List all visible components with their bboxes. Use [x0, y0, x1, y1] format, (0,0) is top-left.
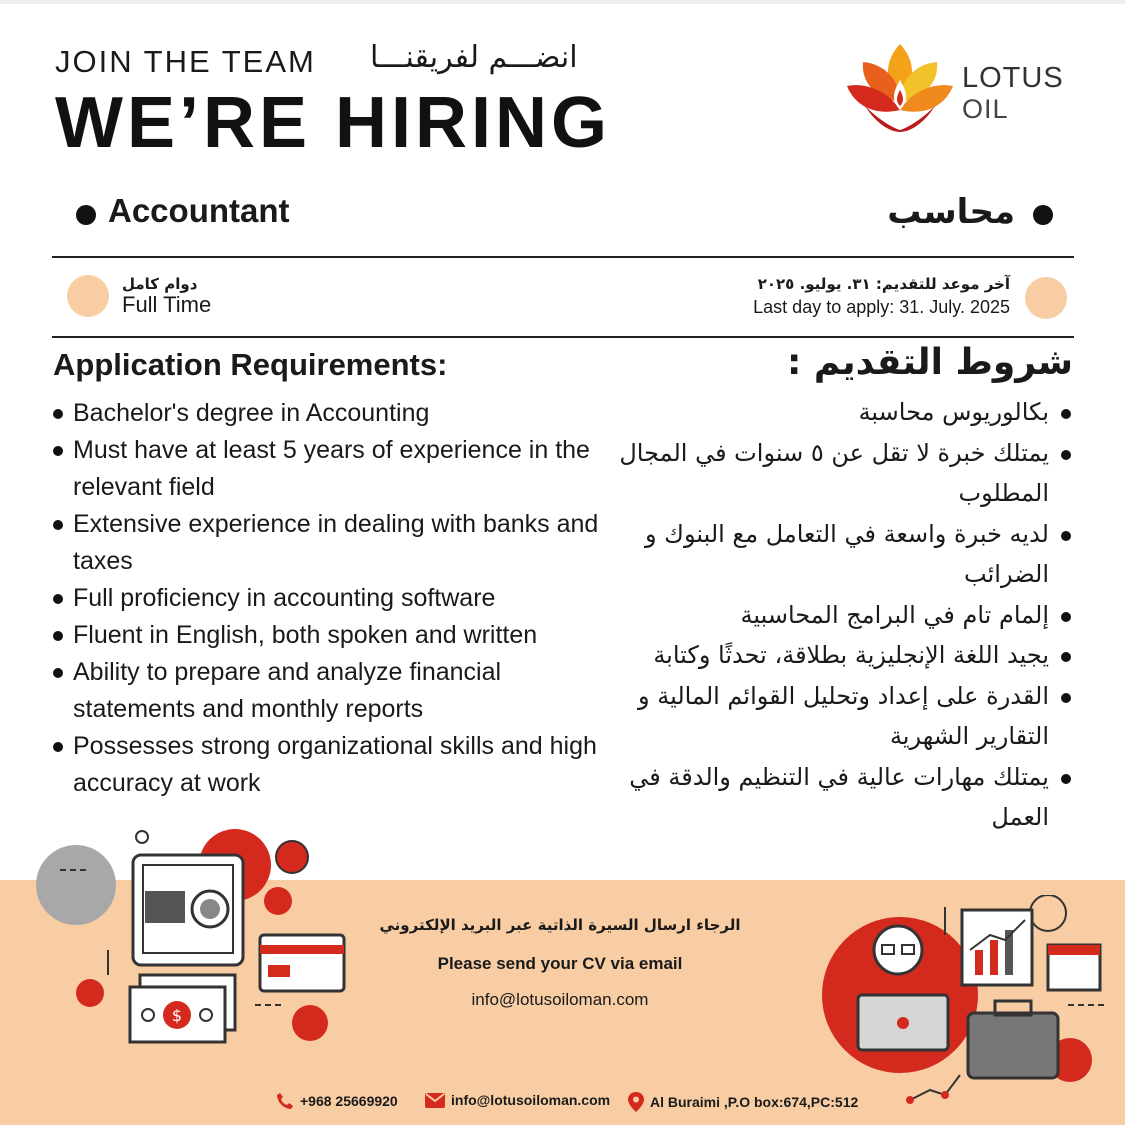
phone-number: +968 25669920	[300, 1093, 398, 1109]
hiring-heading: WE’RE HIRING	[55, 83, 612, 163]
list-item: إلمام تام في البرامج المحاسبية	[613, 595, 1073, 636]
bullet-dot-icon	[1033, 205, 1053, 225]
phone-icon	[276, 1092, 294, 1110]
join-team-heading-ar: انضـــم لفريقنـــا	[370, 40, 578, 75]
list-item: بكالوريوس محاسبة	[613, 392, 1073, 433]
list-item: Possesses strong organizational skills and high accuracy at work	[52, 728, 612, 802]
job-type-ar: دوام كامل	[122, 275, 198, 293]
send-cv: Please send your CV via email	[437, 954, 683, 973]
position-title-ar: محاسب	[887, 192, 1015, 232]
send-cv-ar: الرجاء ارسال السيرة الذاتية عبر البريد الإلكتروني	[379, 916, 741, 934]
mail-icon	[425, 1093, 445, 1108]
requirements-heading: Application Requirements:	[53, 347, 448, 382]
bullet-dot-icon	[76, 205, 96, 225]
contact-address	[628, 1092, 858, 1112]
lotus-logo-icon	[845, 40, 955, 135]
decor-circle	[67, 275, 109, 317]
svg-text:$: $	[171, 1006, 183, 1025]
requirements-heading-ar: شروط التقديم :	[786, 342, 1073, 383]
divider	[52, 256, 1074, 258]
position-title: Accountant	[108, 192, 290, 229]
join-team-heading: JOIN THE TEAM	[55, 44, 316, 79]
list-item: Extensive experience in dealing with banks and taxes	[52, 506, 612, 580]
contact-email-text: info@lotusoiloman.com	[451, 1092, 611, 1108]
divider	[52, 336, 1074, 338]
list-item: يمتلك مهارات عالية في التنظيم والدقة في العمل	[613, 757, 1073, 838]
requirements-list-ar	[613, 392, 1073, 838]
list-item: Ability to prepare and analyze financial statements and monthly reports	[52, 654, 612, 728]
email-link[interactable]: info@lotusoiloman.com	[471, 990, 649, 1009]
top-border	[0, 0, 1125, 4]
deadline-ar: آخر موعد للتقديم: ٣١. يوليو. ٢٠٢٥	[757, 275, 1010, 293]
finance-illustration-icon	[30, 825, 360, 1055]
address-text: Al Buraimi ,P.O box:674,PC:512	[650, 1094, 859, 1110]
list-item: يجيد اللغة الإنجليزية بطلاقة، تحدثًا وكتابة	[613, 635, 1073, 676]
brand-subname: OIL	[962, 94, 1009, 124]
contact-phone[interactable]	[276, 1092, 398, 1110]
decor-circle	[1025, 277, 1067, 319]
list-item: Must have at least 5 years of experience in the relevant field	[52, 432, 612, 506]
office-worker-illustration-icon	[800, 895, 1115, 1120]
list-item: Bachelor's degree in Accounting	[52, 395, 612, 432]
list-item: القدرة على إعداد وتحليل القوائم المالية و التقارير الشهرية	[613, 676, 1073, 757]
brand-name: LOTUS	[962, 62, 1064, 94]
list-item: لديه خبرة واسعة في التعامل مع البنوك و الضرائب	[613, 514, 1073, 595]
list-item: Fluent in English, both spoken and written	[52, 617, 612, 654]
deadline: Last day to apply: 31. July. 2025	[753, 297, 1010, 317]
list-item: Full proficiency in accounting software	[52, 580, 612, 617]
location-pin-icon	[628, 1092, 644, 1112]
list-item: يمتلك خبرة لا تقل عن ٥ سنوات في المجال المطلوب	[613, 433, 1073, 514]
job-type: Full Time	[122, 292, 212, 317]
requirements-list	[52, 395, 612, 802]
contact-email[interactable]	[425, 1092, 610, 1108]
